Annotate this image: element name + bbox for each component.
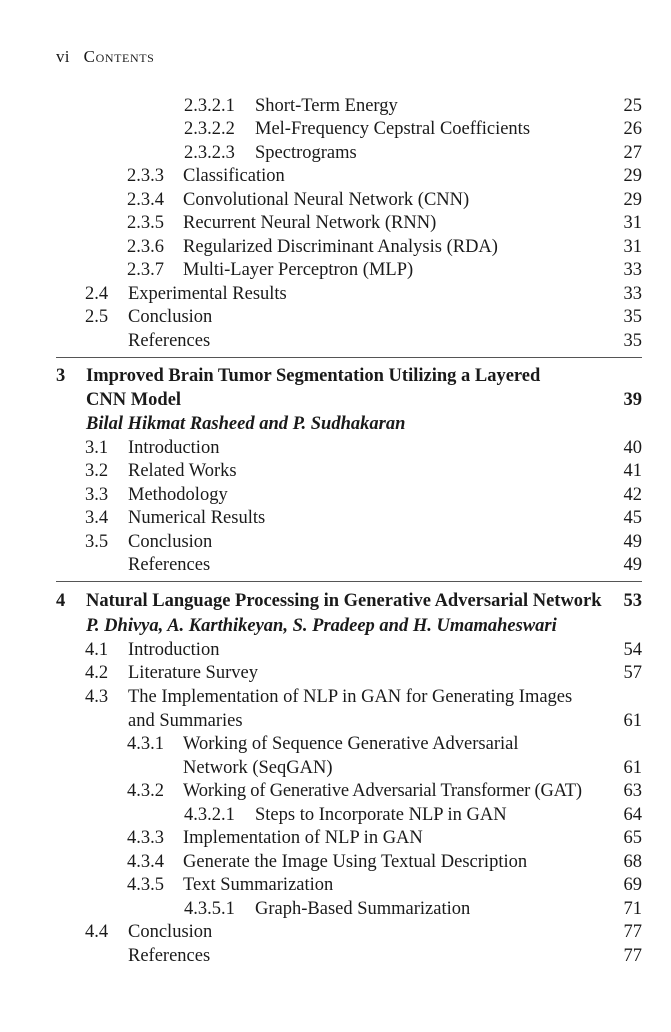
entry-number: 4.4 [85, 922, 109, 942]
toc-entry-4-3-3[interactable] [0, 826, 671, 850]
chapter-3-heading-cont[interactable] [0, 388, 671, 412]
chapter-page: 39 [623, 390, 642, 410]
toc-entry-2-3-2-2[interactable] [0, 117, 671, 141]
toc-entry-4-2[interactable] [0, 661, 671, 685]
running-header [56, 47, 154, 67]
entry-title: The Implementation of NLP in GAN for Generating Images [128, 687, 573, 707]
entry-page: 27 [623, 143, 642, 163]
entry-title: Numerical Results [128, 508, 266, 528]
entry-page: 61 [623, 711, 642, 731]
entry-number: 2.3.2.2 [184, 119, 235, 139]
toc-entry-2-3-5[interactable] [0, 211, 671, 235]
entry-page: 41 [623, 461, 642, 481]
entry-page: 65 [623, 828, 642, 848]
entry-title: References [128, 555, 211, 575]
page-number: vi [56, 47, 70, 66]
entry-number: 2.3.6 [127, 237, 164, 257]
toc-entry-4-3-5-1[interactable] [0, 897, 671, 921]
chapter-authors: Bilal Hikmat Rasheed and P. Sudhakaran [86, 414, 406, 434]
entry-number: 2.3.3 [127, 166, 164, 186]
toc-entry-4-1[interactable] [0, 638, 671, 662]
entry-number: 4.2 [85, 663, 109, 683]
toc-entry-4-3-1-cont[interactable] [0, 756, 671, 780]
toc-entry-4-3-5[interactable] [0, 873, 671, 897]
entry-page: 49 [623, 532, 642, 552]
chapter-authors: P. Dhivya, A. Karthikeyan, S. Pradeep and H. Umamaheswari [86, 616, 557, 636]
entry-title: Working of Sequence Generative Adversarial [183, 734, 519, 754]
entry-title: Text Summarization [183, 875, 334, 895]
entry-title: Convolutional Neural Network (CNN) [183, 190, 470, 210]
toc-entry-4-3[interactable] [0, 685, 671, 709]
entry-page: 57 [623, 663, 642, 683]
toc-entry-2-3-2-3[interactable] [0, 141, 671, 165]
entry-page: 69 [623, 875, 642, 895]
entry-title: Conclusion [128, 532, 213, 552]
entry-title: Recurrent Neural Network (RNN) [183, 213, 437, 233]
toc-entry-4-4[interactable] [0, 920, 671, 944]
entry-title-cont: Network (SeqGAN) [183, 758, 333, 778]
entry-page: 35 [623, 331, 642, 351]
entry-page: 40 [623, 438, 642, 458]
toc-entry-4-3-1[interactable] [0, 732, 671, 756]
toc-entry-3-4[interactable] [0, 506, 671, 530]
chapter-title-cont: CNN Model [86, 390, 182, 410]
entry-page: 31 [623, 237, 642, 257]
entry-page: 68 [623, 852, 642, 872]
toc-entry-3-2[interactable] [0, 459, 671, 483]
entry-title: References [128, 331, 211, 351]
entry-page: 77 [623, 946, 642, 966]
entry-number: 2.3.4 [127, 190, 164, 210]
entry-title: Methodology [128, 485, 228, 505]
chapter-4-authors [0, 614, 671, 638]
chapter-page: 53 [623, 591, 642, 611]
toc-entry-2-3-7[interactable] [0, 258, 671, 282]
entry-number: 4.3.2.1 [184, 805, 235, 825]
entry-title: Mel-Frequency Cepstral Coefficients [255, 119, 531, 139]
entry-page: 26 [623, 119, 642, 139]
entry-page: 31 [623, 213, 642, 233]
toc-entry-3-5[interactable] [0, 530, 671, 554]
toc-entry-4-3-4[interactable] [0, 850, 671, 874]
toc-entry-2-3-4[interactable] [0, 188, 671, 212]
entry-page: 77 [623, 922, 642, 942]
entry-number: 3.1 [85, 438, 109, 458]
toc-entry-4-3-2[interactable] [0, 779, 671, 803]
toc-entry-2-3-2-1[interactable] [0, 94, 671, 118]
toc-entry-2-references[interactable] [0, 329, 671, 353]
entry-title: Spectrograms [255, 143, 357, 163]
entry-page: 71 [623, 899, 642, 919]
entry-page: 45 [623, 508, 642, 528]
toc-entry-2-3-6[interactable] [0, 235, 671, 259]
entry-number: 4.1 [85, 640, 109, 660]
toc-entry-4-references[interactable] [0, 944, 671, 968]
entry-title: Working of Generative Adversarial Transformer (GAT) [183, 781, 582, 801]
chapter-4-heading[interactable] [0, 589, 671, 613]
entry-title: Conclusion [128, 922, 213, 942]
chapter-3-authors [0, 412, 671, 436]
entry-title: Literature Survey [128, 663, 258, 683]
chapter-number: 3 [56, 366, 66, 386]
entry-title: Multi-Layer Perceptron (MLP) [183, 260, 414, 280]
entry-number: 4.3.3 [127, 828, 164, 848]
entry-number: 3.2 [85, 461, 109, 481]
entry-number: 4.3.5.1 [184, 899, 235, 919]
entry-title-cont: and Summaries [128, 711, 243, 731]
entry-page: 29 [623, 166, 642, 186]
entry-page: 42 [623, 485, 642, 505]
entry-title: Steps to Incorporate NLP in GAN [255, 805, 507, 825]
entry-number: 3.3 [85, 485, 109, 505]
toc-entry-3-1[interactable] [0, 436, 671, 460]
entry-page: 25 [623, 96, 642, 116]
toc-entry-4-3-cont[interactable] [0, 709, 671, 733]
chapter-3-heading[interactable] [0, 364, 671, 388]
entry-number: 4.3.1 [127, 734, 164, 754]
toc-entry-2-5[interactable] [0, 305, 671, 329]
chapter-divider [56, 581, 642, 582]
entry-page: 54 [623, 640, 642, 660]
entry-number: 2.3.5 [127, 213, 164, 233]
toc-entry-4-3-2-1[interactable] [0, 803, 671, 827]
entry-page: 63 [623, 781, 642, 801]
chapter-number: 4 [56, 591, 66, 611]
entry-number: 4.3.4 [127, 852, 164, 872]
chapter-title: Improved Brain Tumor Segmentation Utilizing a Layered [86, 366, 541, 386]
entry-title: Related Works [128, 461, 237, 481]
entry-number: 2.4 [85, 284, 109, 304]
entry-title: Classification [183, 166, 285, 186]
entry-page: 33 [623, 260, 642, 280]
toc-entry-2-4[interactable] [0, 282, 671, 306]
toc-entry-2-3-3[interactable] [0, 164, 671, 188]
entry-number: 3.5 [85, 532, 109, 552]
entry-title: Generate the Image Using Textual Description [183, 852, 528, 872]
running-title: Contents [83, 47, 155, 66]
entry-number: 2.3.2.1 [184, 96, 235, 116]
entry-title: Introduction [128, 438, 220, 458]
entry-number: 2.3.2.3 [184, 143, 235, 163]
entry-title: Regularized Discriminant Analysis (RDA) [183, 237, 498, 257]
chapter-divider [56, 357, 642, 358]
entry-page: 49 [623, 555, 642, 575]
entry-title: Introduction [128, 640, 220, 660]
entry-page: 61 [623, 758, 642, 778]
entry-number: 2.3.7 [127, 260, 164, 280]
toc-entry-3-3[interactable] [0, 483, 671, 507]
entry-number: 4.3.5 [127, 875, 164, 895]
entry-number: 3.4 [85, 508, 109, 528]
entry-title: References [128, 946, 211, 966]
entry-title: Conclusion [128, 307, 213, 327]
entry-page: 64 [623, 805, 642, 825]
chapter-title: Natural Language Processing in Generative Adversarial Network [86, 591, 602, 611]
entry-title: Implementation of NLP in GAN [183, 828, 423, 848]
entry-page: 33 [623, 284, 642, 304]
entry-page: 29 [623, 190, 642, 210]
entry-title: Graph-Based Summarization [255, 899, 471, 919]
entry-page: 35 [623, 307, 642, 327]
toc-entry-3-references[interactable] [0, 553, 671, 577]
entry-number: 4.3 [85, 687, 109, 707]
entry-title: Short-Term Energy [255, 96, 398, 116]
entry-number: 4.3.2 [127, 781, 164, 801]
entry-number: 2.5 [85, 307, 109, 327]
entry-title: Experimental Results [128, 284, 287, 304]
